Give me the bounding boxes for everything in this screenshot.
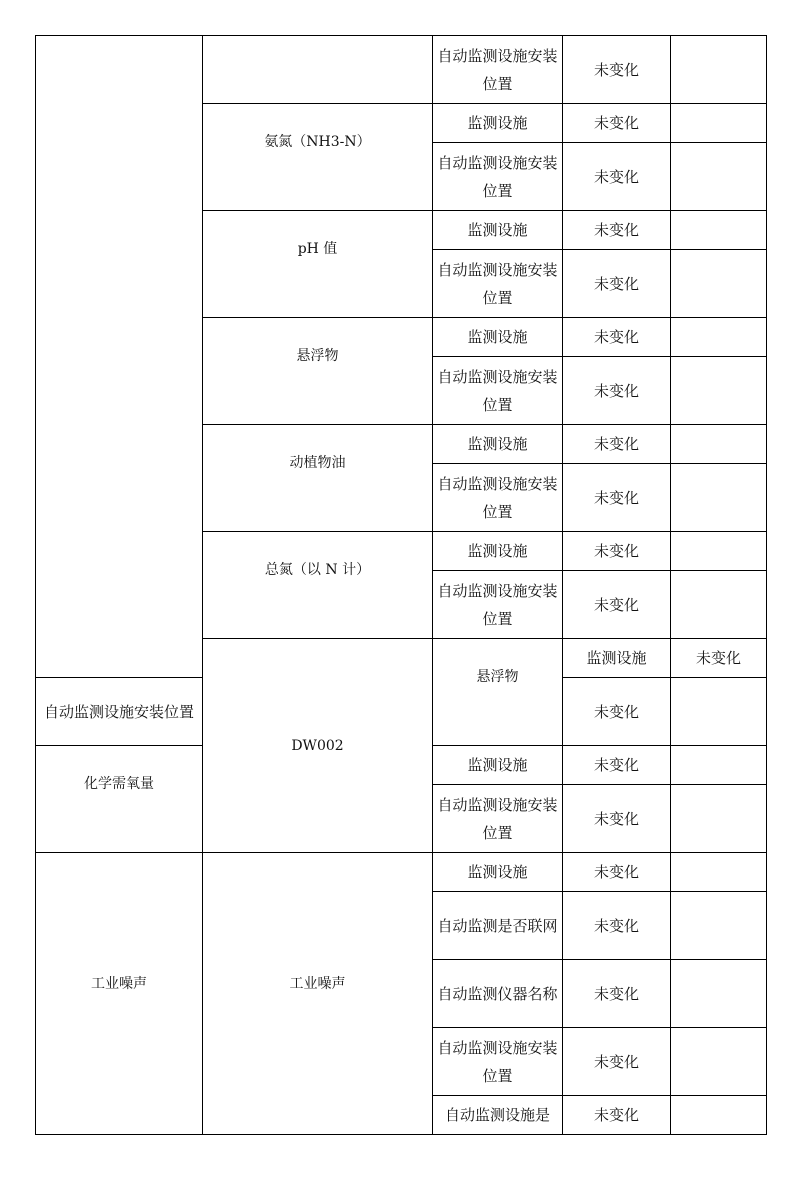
item-cell: 自动监测设施安装位置	[433, 143, 563, 211]
remark-cell	[671, 211, 767, 250]
remark-cell	[671, 1096, 767, 1135]
outlet-cell: DW002	[203, 639, 433, 853]
item-cell: 监测设施	[433, 318, 563, 357]
item-cell: 自动监测设施安装位置	[433, 464, 563, 532]
outlet-cell: 工业噪声	[36, 853, 203, 1135]
remark-cell	[671, 746, 767, 785]
status-cell: 未变化	[563, 357, 671, 425]
table-row	[36, 36, 767, 104]
status-cell: 未变化	[563, 1096, 671, 1135]
param-cell: 悬浮物	[433, 639, 563, 746]
item-cell: 自动监测设施安装位置	[433, 1028, 563, 1096]
status-cell: 未变化	[563, 143, 671, 211]
item-cell: 监测设施	[433, 532, 563, 571]
param-cell: 动植物油	[203, 425, 433, 532]
status-cell: 未变化	[563, 892, 671, 960]
item-cell: 自动监测设施安装位置	[433, 357, 563, 425]
item-cell: 自动监测设施是	[433, 1096, 563, 1135]
remark-cell	[671, 678, 767, 746]
status-cell: 未变化	[563, 785, 671, 853]
remark-cell	[671, 1028, 767, 1096]
outlet-cell	[36, 36, 203, 678]
status-cell: 未变化	[563, 532, 671, 571]
remark-cell	[671, 143, 767, 211]
param-cell: 总氮（以 N 计）	[203, 532, 433, 639]
status-cell: 未变化	[563, 960, 671, 1028]
remark-cell	[671, 853, 767, 892]
item-cell: 自动监测设施安装位置	[36, 678, 203, 746]
monitoring-change-table	[35, 35, 767, 1135]
status-cell: 未变化	[563, 746, 671, 785]
remark-cell	[671, 318, 767, 357]
status-cell: 未变化	[563, 571, 671, 639]
item-cell: 自动监测设施安装位置	[433, 250, 563, 318]
remark-cell	[671, 36, 767, 104]
status-cell: 未变化	[563, 425, 671, 464]
item-cell: 监测设施	[433, 746, 563, 785]
status-cell: 未变化	[563, 250, 671, 318]
item-cell: 监测设施	[433, 853, 563, 892]
remark-cell	[671, 571, 767, 639]
remark-cell	[671, 357, 767, 425]
remark-cell	[671, 532, 767, 571]
item-cell: 监测设施	[433, 104, 563, 143]
remark-cell	[671, 464, 767, 532]
item-cell: 监测设施	[563, 639, 671, 678]
param-cell: 化学需氧量	[36, 746, 203, 853]
item-cell: 自动监测是否联网	[433, 892, 563, 960]
remark-cell	[671, 960, 767, 1028]
status-cell: 未变化	[563, 853, 671, 892]
item-cell: 监测设施	[433, 425, 563, 464]
status-cell: 未变化	[563, 1028, 671, 1096]
remark-cell	[671, 104, 767, 143]
item-cell: 监测设施	[433, 211, 563, 250]
status-cell: 未变化	[563, 104, 671, 143]
item-cell: 自动监测设施安装位置	[433, 36, 563, 104]
item-cell: 自动监测设施安装位置	[433, 571, 563, 639]
param-cell: pH 值	[203, 211, 433, 318]
status-cell: 未变化	[671, 639, 767, 678]
status-cell: 未变化	[563, 464, 671, 532]
param-cell: 悬浮物	[203, 318, 433, 425]
remark-cell	[671, 425, 767, 464]
remark-cell	[671, 892, 767, 960]
status-cell: 未变化	[563, 36, 671, 104]
table-row	[36, 853, 767, 892]
remark-cell	[671, 250, 767, 318]
param-cell	[203, 36, 433, 104]
item-cell: 自动监测设施安装位置	[433, 785, 563, 853]
param-cell: 工业噪声	[203, 853, 433, 1135]
status-cell: 未变化	[563, 678, 671, 746]
status-cell: 未变化	[563, 318, 671, 357]
remark-cell	[671, 785, 767, 853]
status-cell: 未变化	[563, 211, 671, 250]
item-cell: 自动监测仪器名称	[433, 960, 563, 1028]
param-cell: 氨氮（NH3-N）	[203, 104, 433, 211]
